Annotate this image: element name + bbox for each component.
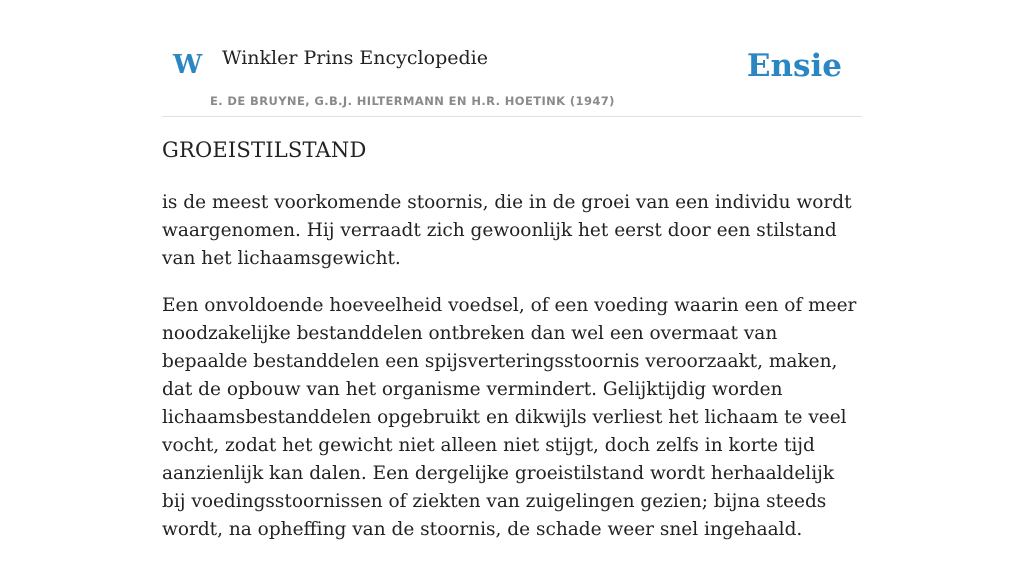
entry-paragraph: Een onvoldoende hoeveelheid voedsel, of een voeding waarin een of meer noodzakelijke bestanddelen ontbreken dan wel een overmaat van bepaalde bestanddelen een spijsverteringsstoornis veroorzaakt, maken, dat de opbouw van het organisme vermindert. Gelijktijdig worden lichaamsbestanddelen opgebruikt en dikwijls verliest het lichaam te veel vocht, zodat het gewicht niet alleen niet stijgt, doch zelfs in korte tijd aanzienlijk kan dalen. Een dergelijke groeistilstand wordt herhaaldelijk bij voedingsstoornissen of ziekten van zuigelingen gezien; bijna steeds wordt, na opheffing van de stoornis, de schade weer snel ingehaald. [162,295,857,541]
source-header [162,36,862,117]
book-title[interactable]: Winkler Prins Encyclopedie [222,47,488,69]
ensie-logo-link[interactable]: Ensie [746,48,842,84]
entry-headword: GROEISTILSTAND [162,138,367,162]
entry-paragraph: is de meest voorkomende stoornis, die in de groei van een individu wordt waargenomen. Hij verraadt zich gewoonlijk het eerst door een stilstand van het lichaamsgewicht. [162,192,852,270]
entry-article [162,136,862,563]
book-authors: E. DE BRUYNE, G.B.J. HILTERMANN EN H.R. HOETINK (1947) [210,94,615,108]
winkler-prins-logo[interactable]: W [173,50,203,80]
